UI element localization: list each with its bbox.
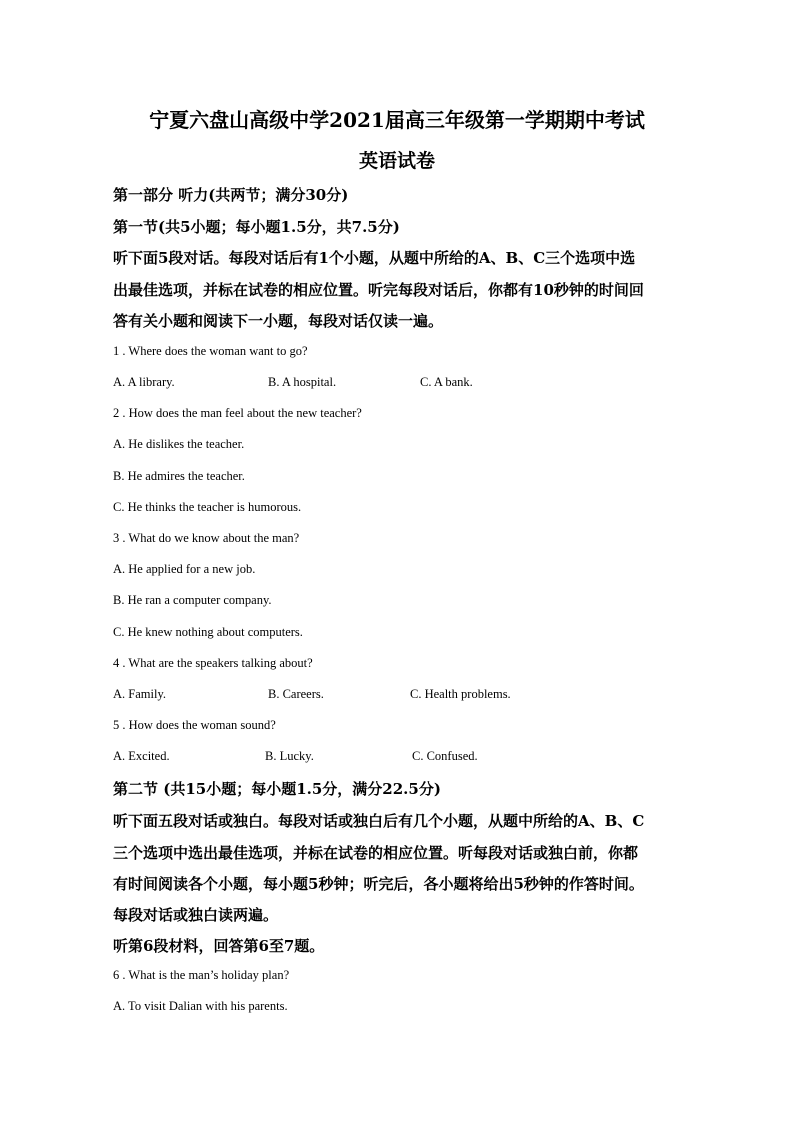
question-3-option-c: C. He knew nothing about computers.: [113, 625, 303, 639]
question-3-option-b: B. He ran a computer company.: [113, 593, 272, 607]
exam-title: 宁夏六盘山高级中学2021届高三年级第一学期期中考试: [149, 108, 645, 132]
section1-heading: 第一节(共5小题；每小题1.5分，共7.5分): [113, 218, 400, 236]
section2-instruction-line: 每段对话或独白读两遍。: [113, 906, 279, 924]
question-3-stem: 3 . What do we know about the man?: [113, 531, 300, 545]
question-6-stem: 6 . What is the man’s holiday plan?: [113, 968, 290, 982]
question-4-option-c: C. Health problems.: [410, 687, 511, 701]
question-5-option-c: C. Confused.: [412, 749, 478, 763]
question-2-option-c: C. He thinks the teacher is humorous.: [113, 500, 302, 514]
question-4-option-a: A. Family.: [113, 687, 167, 701]
question-1-stem: 1 . Where does the woman want to go?: [113, 344, 308, 358]
section1-instruction-line: 答有关小题和阅读下一小题，每段对话仅读一遍。: [113, 312, 444, 330]
exam-subtitle: 英语试卷: [358, 150, 435, 172]
question-1-option-a: A. A library.: [113, 375, 175, 389]
question-1-option-b: B. A hospital.: [268, 375, 337, 389]
section2-instruction-line: 听下面五段对话或独白。每段对话或独白后有几个小题，从题中所给的A、B、C: [113, 812, 645, 830]
question-3-option-a: A. He applied for a new job.: [113, 562, 256, 576]
material-heading: 听第6段材料，回答第6至7题。: [113, 937, 325, 955]
section1-instruction-line: 出最佳选项，并标在试卷的相应位置。听完每段对话后，你都有10秒钟的时间回: [113, 281, 644, 299]
question-4-option-b: B. Careers.: [268, 687, 324, 701]
question-2-stem: 2 . How does the man feel about the new teacher?: [113, 406, 362, 420]
question-5-option-b: B. Lucky.: [265, 749, 314, 763]
section2-instruction-line: 三个选项中选出最佳选项，并标在试卷的相应位置。听每段对话或独白前，你都: [113, 844, 639, 862]
question-1-option-c: C. A bank.: [420, 375, 473, 389]
part1-heading: 第一部分 听力(共两节；满分30分): [113, 186, 349, 204]
question-5-option-a: A. Excited.: [113, 749, 170, 763]
section1-instruction-line: 听下面5段对话。每段对话后有1个小题，从题中所给的A、B、C三个选项中选: [113, 249, 636, 267]
section2-instruction-line: 有时间阅读各个小题，每小题5秒钟；听完后，各小题将给出5秒钟的作答时间。: [113, 875, 644, 893]
question-2-option-b: B. He admires the teacher.: [113, 469, 245, 483]
question-2-option-a: A. He dislikes the teacher.: [113, 437, 245, 451]
question-4-stem: 4 . What are the speakers talking about?: [113, 656, 313, 670]
section2-heading: 第二节 (共15小题；每小题1.5分，满分22.5分): [113, 780, 441, 798]
question-6-option-a: A. To visit Dalian with his parents.: [113, 999, 288, 1013]
question-5-stem: 5 . How does the woman sound?: [113, 718, 276, 732]
